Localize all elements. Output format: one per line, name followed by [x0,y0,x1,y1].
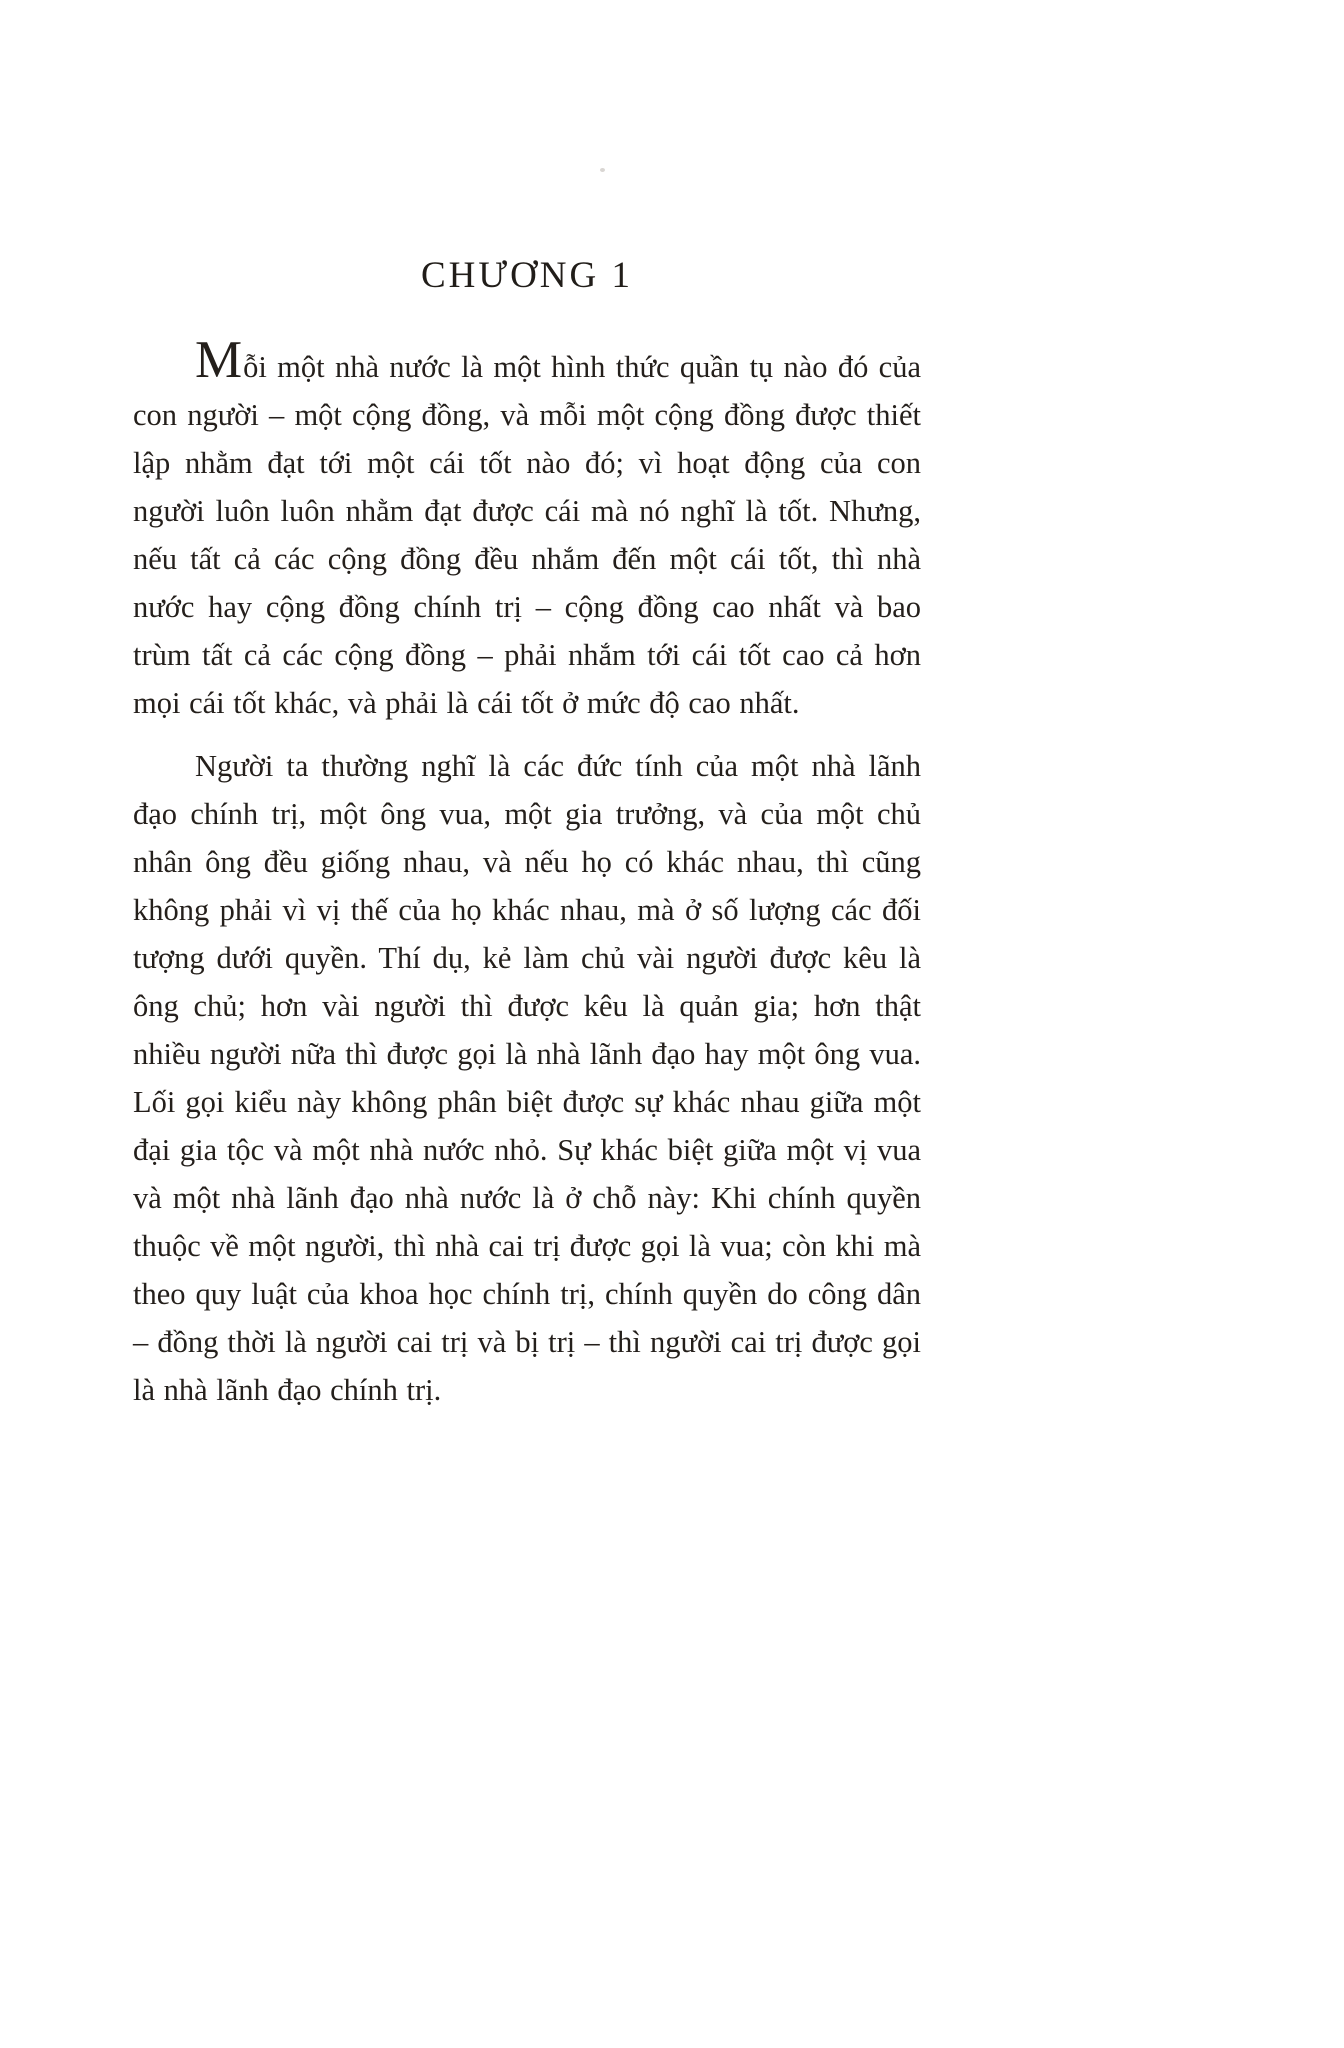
page-text-block [133,0,921,1414]
paragraph-text: Người ta thường nghĩ là các đức tính của một nhà lãnh đạo chính trị, một ông vua, một gia trưởng, và của một chủ nhân ông đều giống nhau, và nếu họ có khác nhau, thì cũng không phải vì vị thế của họ khác nhau, mà ở số lượng các đối tượng dưới quyền. Thí dụ, kẻ làm chủ vài người được kêu là ông chủ; hơn vài người thì được kêu là quản gia; hơn thật nhiều người nữa thì được gọi là nhà lãnh đạo hay một ông vua. Lối gọi kiểu này không phân biệt được sự khác nhau giữa một đại gia tộc và một nhà nước nhỏ. Sự khác biệt giữa một vị vua và một nhà lãnh đạo nhà nước là ở chỗ này: Khi chính quyền thuộc về một người, thì nhà cai trị được gọi là vua; còn khi mà theo quy luật của khoa học chính trị, chính quyền do công dân – đồng thời là người cai trị và bị trị – thì người cai trị được gọi là nhà lãnh đạo chính trị. [133,749,921,1407]
paragraph [133,742,921,1414]
chapter-title: CHƯƠNG 1 [420,255,634,296]
paragraph [133,331,921,727]
paragraph-text: ỗi một nhà nước là một hình thức quần tụ nào đó của con người – một cộng đồng, và mỗi một cộng đồng được thiết lập nhằm đạt tới một cái tốt nào đó; vì hoạt động của con người luôn luôn nhằm đạt được cái mà nó nghĩ là tốt. Nhưng, nếu tất cả các cộng đồng đều nhắm đến một cái tốt, thì nhà nước hay cộng đồng chính trị – cộng đồng cao nhất và bao trùm tất cả các cộng đồng – phải nhắm tới cái tốt cao cả hơn mọi cái tốt khác, và phải là cái tốt ở mức độ cao nhất. [133,350,921,720]
initial-capital-letter: M [195,331,244,389]
